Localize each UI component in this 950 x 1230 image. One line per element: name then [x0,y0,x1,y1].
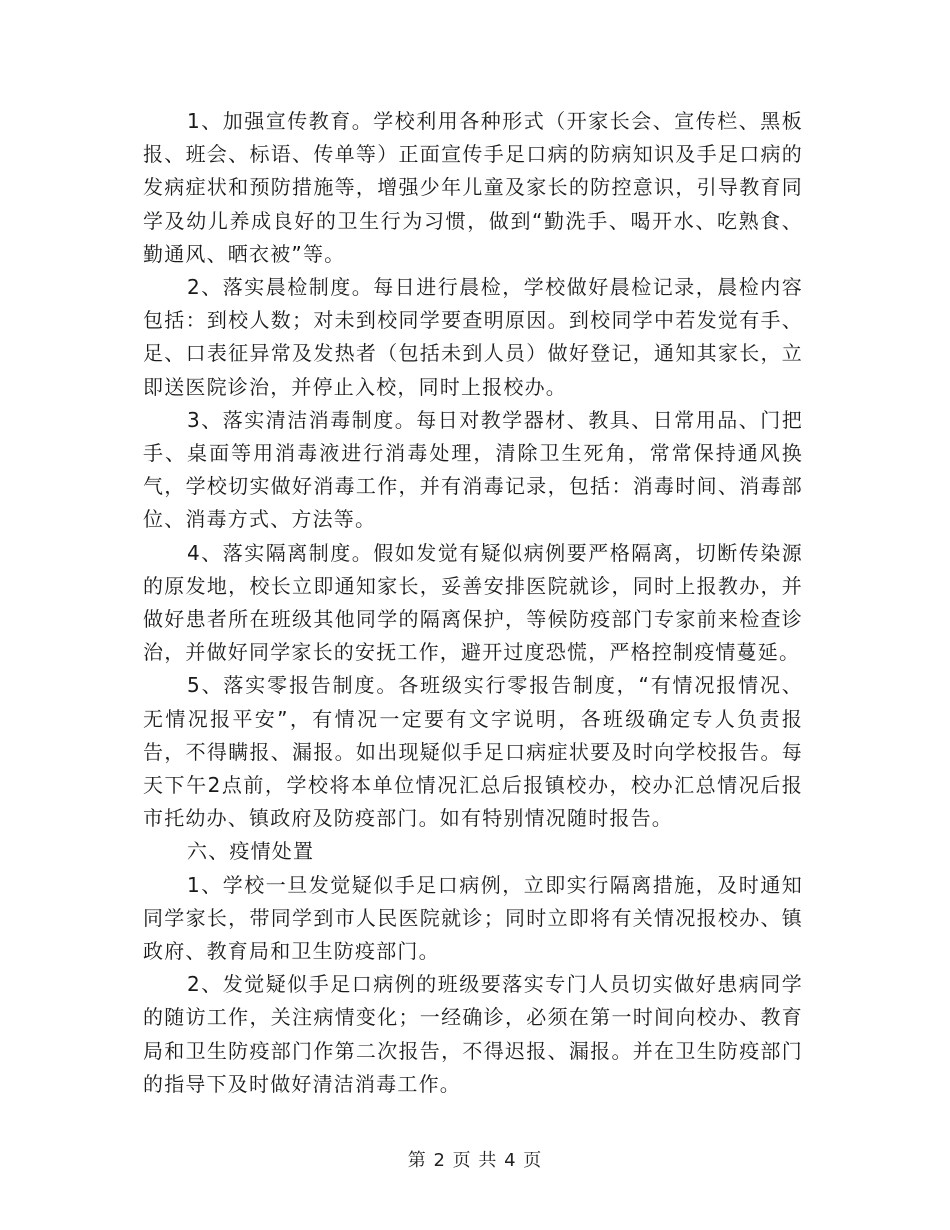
paragraph-isolation: 4、落实隔离制度。假如发觉有疑似病例要严格隔离，切断传染源的原发地，校长立即通知家长，妥善安排医院就诊，同时上报教办，并做好患者所在班级其他同学的隔离保护，等候防疫部门专家前来检查诊治，并做好同学家长的安抚工作，避开过度恐慌，严格控制疫情蔓延。 [143,540,803,665]
section-heading-epidemic-handling: 六、疫情处置 [187,839,315,864]
paragraph-zero-report: 5、落实零报告制度。各班级实行零报告制度，“有情况报情况、无情况报平安”，有情况一定要有文字说明，各班级确定专人负责报告，不得瞒报、漏报。如出现疑似手足口病症状要及时向学校报告。每天下午2点前，学校将本单位情况汇总后报镇校办，校办汇总情况后报市托幼办、镇政府及防疫部门。如有特别情况随时报告。 [143,673,803,831]
paragraph-class-follow-up: 2、发觉疑似手足口病例的班级要落实专门人员切实做好患病同学的随访工作，关注病情变化；一经确诊，必须在第一时间向校办、教育局和卫生防疫部门作第二次报告，不得迟报、漏报。并在卫生防疫部门的指导下及时做好清洁消毒工作。 [143,972,803,1096]
page-number-label: 第 2 页 共 4 页 [407,1150,543,1171]
paragraph-publicity-education: 1、加强宣传教育。学校利用各种形式（开家长会、宣传栏、黑板报、班会、标语、传单等）正面宣传手足口病的防病知识及手足口病的发病症状和预防措施等，增强少年儿童及家长的防控意识，引导教育同学及幼儿养成良好的卫生行为习惯，做到“勤洗手、喝开水、吃熟食、勤通风、晒衣被”等。 [143,109,803,266]
paragraph-morning-check: 2、落实晨检制度。每日进行晨检，学校做好晨检记录，晨检内容包括：到校人数；对未到校同学要查明原因。到校同学中若发觉有手、足、口表征异常及发热者（包括未到人员）做好登记，通知其家长，立即送医院诊治，并停止入校，同时上报校办。 [143,275,803,399]
document-body [143,105,803,1101]
paragraph-disinfection: 3、落实清洁消毒制度。每日对教学器材、教具、日常用品、门把手、桌面等用消毒液进行消毒处理，清除卫生死角，常常保持通风换气，学校切实做好消毒工作，并有消毒记录，包括：消毒时间、消毒部位、消毒方式、方法等。 [143,407,803,532]
page-footer [0,1146,950,1172]
paragraph-suspected-case-handling: 1、学校一旦发觉疑似手足口病例，立即实行隔离措施，及时通知同学家长，带同学到市人民医院就诊；同时立即将有关情况报校办、镇政府、教育局和卫生防疫部门。 [143,872,803,964]
